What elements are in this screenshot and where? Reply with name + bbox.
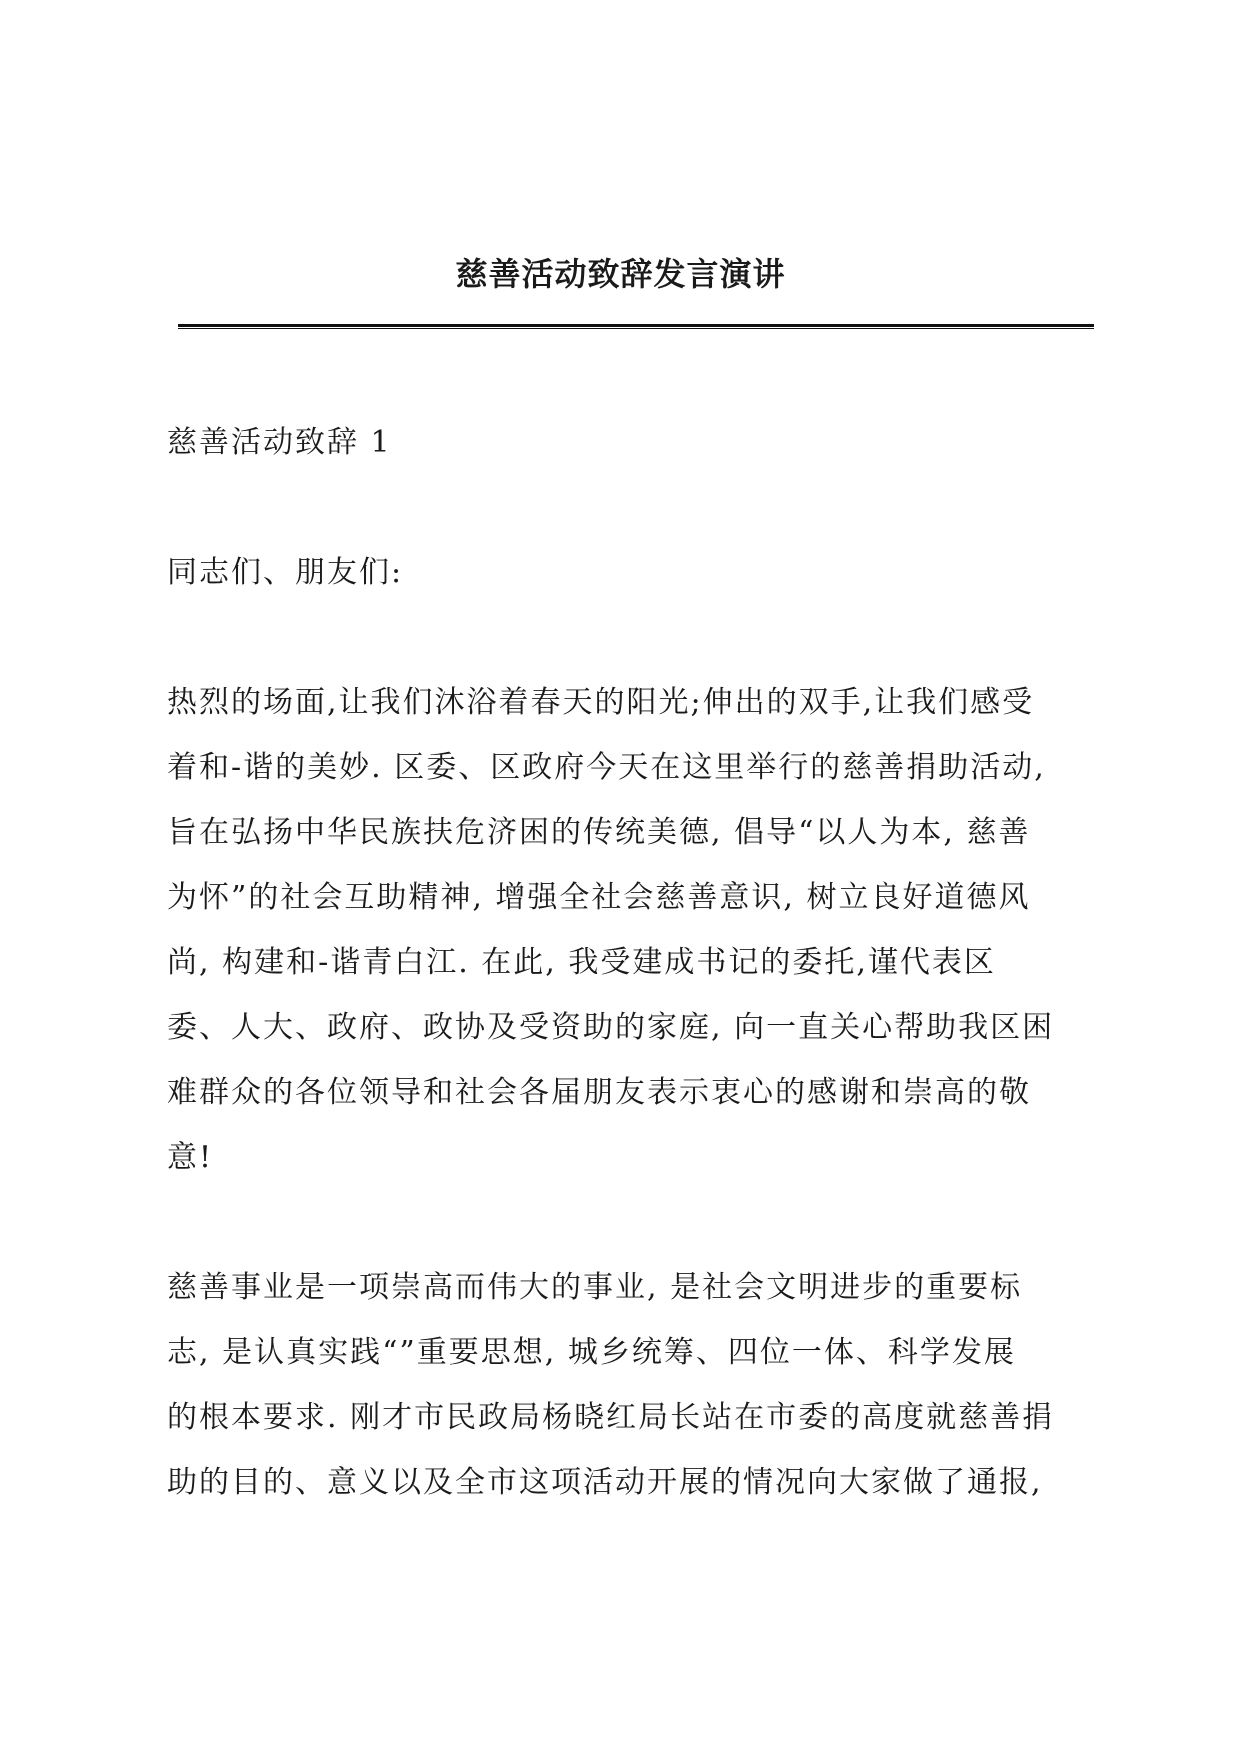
paragraph-line: 的根本要求. 刚才市民政局杨晓红局长站在市委的高度就慈善捐 — [167, 1400, 1055, 1435]
paragraph-line: 助的目的、意义以及全市这项活动开展的情况向大家做了通报, — [167, 1465, 1043, 1500]
salutation: 同志们、朋友们: — [167, 555, 404, 590]
paragraph-line: 委、人大、政府、政协及受资助的家庭, 向一直关心帮助我区困 — [167, 1010, 1055, 1045]
paragraph-line: 慈善事业是一项崇高而伟大的事业, 是社会文明进步的重要标 — [167, 1270, 1023, 1305]
paragraph-line: 难群众的各位领导和社会各届朋友表示衷心的感谢和崇高的敬 — [167, 1075, 1031, 1110]
paragraph-line: 志, 是认真实践“”重要思想, 城乡统筹、四位一体、科学发展 — [167, 1335, 1016, 1370]
section-heading: 慈善活动致辞 1 — [167, 425, 392, 460]
paragraph-line: 旨在弘扬中华民族扶危济困的传统美德, 倡导“以人为本, 慈善 — [167, 815, 1031, 850]
paragraph-line: 为怀”的社会互助精神, 增强全社会慈善意识, 树立良好道德风 — [167, 880, 1031, 915]
paragraph-line: 意! — [167, 1140, 214, 1175]
document-body — [167, 410, 1097, 1580]
title-divider — [178, 324, 1094, 329]
paragraph-line: 着和-谐的美妙. 区委、区政府今天在这里举行的慈善捐助活动, — [167, 750, 1046, 785]
paragraph-line: 热烈的场面,让我们沐浴着春天的阳光;伸出的双手,让我们感受 — [167, 685, 1035, 720]
paragraph-line: 尚, 构建和-谐青白江. 在此, 我受建成书记的委托,谨代表区 — [167, 945, 996, 980]
paragraph-1 — [167, 670, 1097, 1190]
paragraph-2 — [167, 1255, 1097, 1515]
document-title: 慈善活动致辞发言演讲 — [455, 255, 786, 293]
